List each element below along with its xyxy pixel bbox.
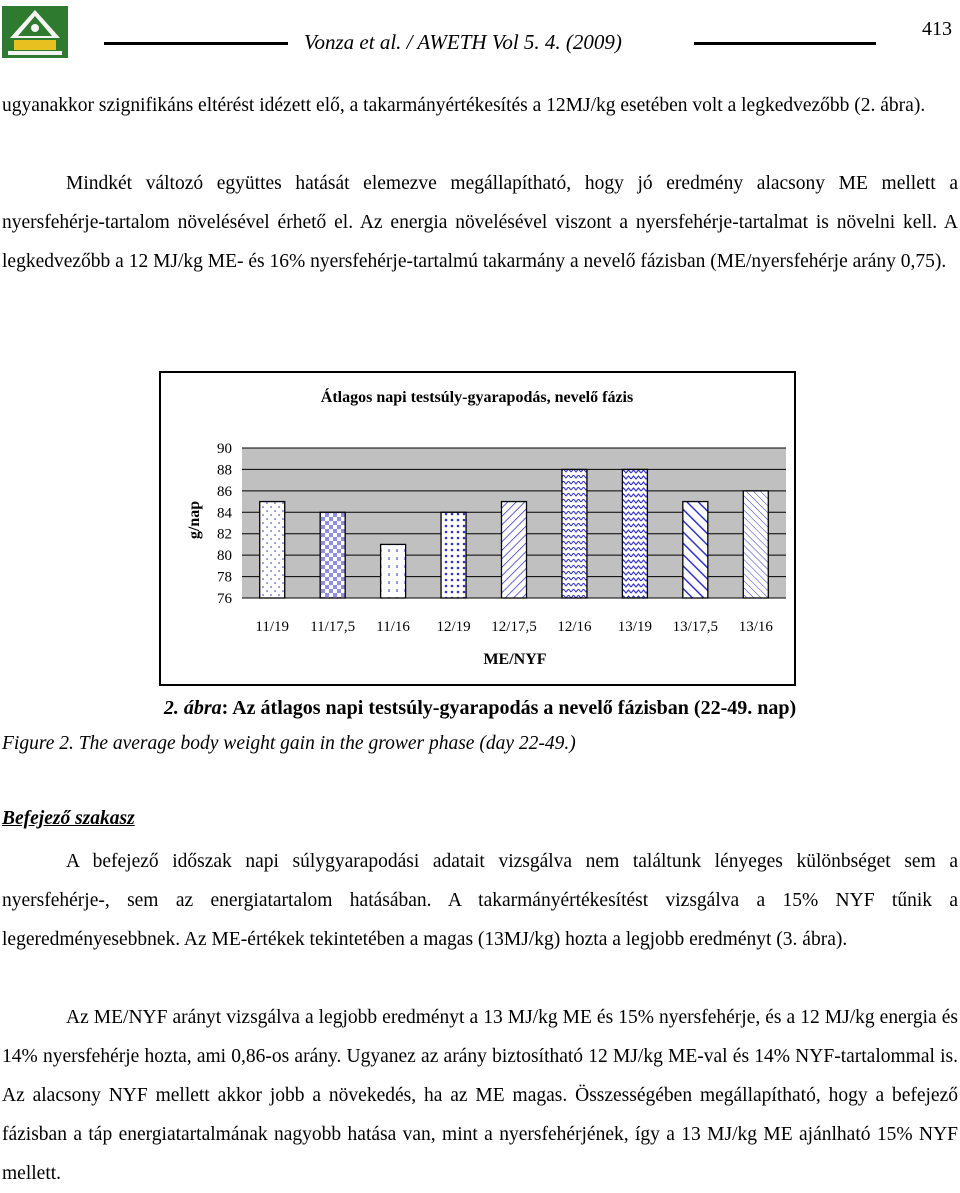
bar — [562, 469, 587, 598]
caption-text: : Az átlagos napi testsúly-gyarapodás a nevelő fázisban (22-49. nap) — [221, 697, 797, 719]
bar — [743, 491, 768, 598]
y-tick-label: 84 — [217, 505, 232, 522]
bar — [441, 512, 466, 598]
caption-label: 2. ábra — [163, 697, 222, 719]
paragraph-2: Mindkét változó együttes hatását elemezve megállapítható, hogy jó eredmény alacsony ME mellett a nyersfehérje-tartalom növelésével érhető el. Az energia növelésével viszont a nyersfehérje-tartalmat is növelni kell. A legkedvezőbb a 12 MJ/kg ME- és 16% nyersfehérje-tartalmú takarmány a nevelő fázisban (ME/nyersfehérje arány 0,75). — [2, 173, 958, 272]
x-tick-label: 11/17,5 — [310, 619, 356, 635]
x-tick-label: 13/19 — [617, 619, 652, 635]
x-tick-label: 11/19 — [255, 619, 290, 635]
bar — [381, 544, 406, 598]
y-tick-label: 82 — [217, 526, 232, 543]
x-tick-label: 13/16 — [738, 619, 773, 635]
chart-title: Átlagos napi testsúly-gyarapodás, nevelő fázis — [320, 389, 634, 406]
x-tick-label: 11/16 — [376, 619, 410, 635]
bar — [683, 502, 708, 598]
x-tick-label: 12/16 — [557, 619, 592, 635]
x-tick-label: 12/19 — [436, 619, 471, 635]
bar — [320, 512, 345, 598]
header-rule-left — [104, 42, 288, 45]
x-tick-label: 12/17,5 — [491, 619, 537, 635]
paragraph-4: Az ME/NYF arányt vizsgálva a legjobb eredményt a 13 MJ/kg ME és 15% nyersfehérje, és a 12 MJ/kg energia és 14% nyersfehérje hozta, ami 0,86-os arány. Ugyanez az arány biztosítható 12 MJ/kg ME-val és 14% NYF-tartalommal is. Az alacsony NYF mellett akkor jobb a növekedés, ha az ME magas. Összességében megállapítható, hogy a befejező fázisban a táp energiatartalmának nagyobb hatása van, mint a nyersfehérjének, így a 13 MJ/kg ME ajánlható 15% NYF mellett. — [2, 1007, 958, 1184]
chart-canvas — [161, 373, 794, 684]
y-tick-label: 90 — [217, 441, 232, 457]
x-tick-label: 13/17,5 — [672, 619, 719, 635]
figure-caption-en: Figure 2. The average body weight gain in the grower phase (day 22-49.) — [2, 733, 576, 754]
bar — [260, 502, 285, 598]
bar — [502, 502, 527, 598]
y-tick-label: 88 — [217, 462, 232, 479]
y-axis-label: g/nap — [186, 500, 203, 540]
y-tick-label: 80 — [217, 548, 232, 565]
journal-logo — [2, 6, 68, 58]
bar-chart — [159, 371, 796, 686]
header-rule-right — [694, 42, 876, 45]
y-tick-label: 78 — [217, 569, 232, 586]
y-tick-label: 86 — [217, 483, 232, 500]
figure-caption-hu — [0, 697, 960, 720]
section-heading: Befejező szakasz — [2, 808, 135, 829]
journal-header: Vonza et al. / AWETH Vol 5. 4. (2009) — [304, 30, 622, 54]
bar — [622, 469, 647, 598]
y-tick-label: 76 — [217, 591, 232, 607]
page-number: 413 — [922, 18, 952, 40]
paragraph-1: ugyanakkor szignifikáns eltérést idézett elő, a takarmányértékesítés a 12MJ/kg esetében volt a legkedvezőbb (2. ábra). — [2, 95, 926, 116]
aweth-logo-icon — [2, 6, 68, 58]
paragraph-3: A befejező időszak napi súlygyarapodási adatait vizsgálva nem találtunk lényeges különbséget sem a nyersfehérje-, sem az energiatartalom hatásában. A takarmányértékesítést vizsgálva a 15% NYF tűnik a legeredményesebbnek. Az ME-értékek tekintetében a magas (13MJ/kg) hozta a legjobb eredményt (3. ábra). — [2, 851, 958, 950]
x-axis-label: ME/NYF — [483, 651, 547, 668]
